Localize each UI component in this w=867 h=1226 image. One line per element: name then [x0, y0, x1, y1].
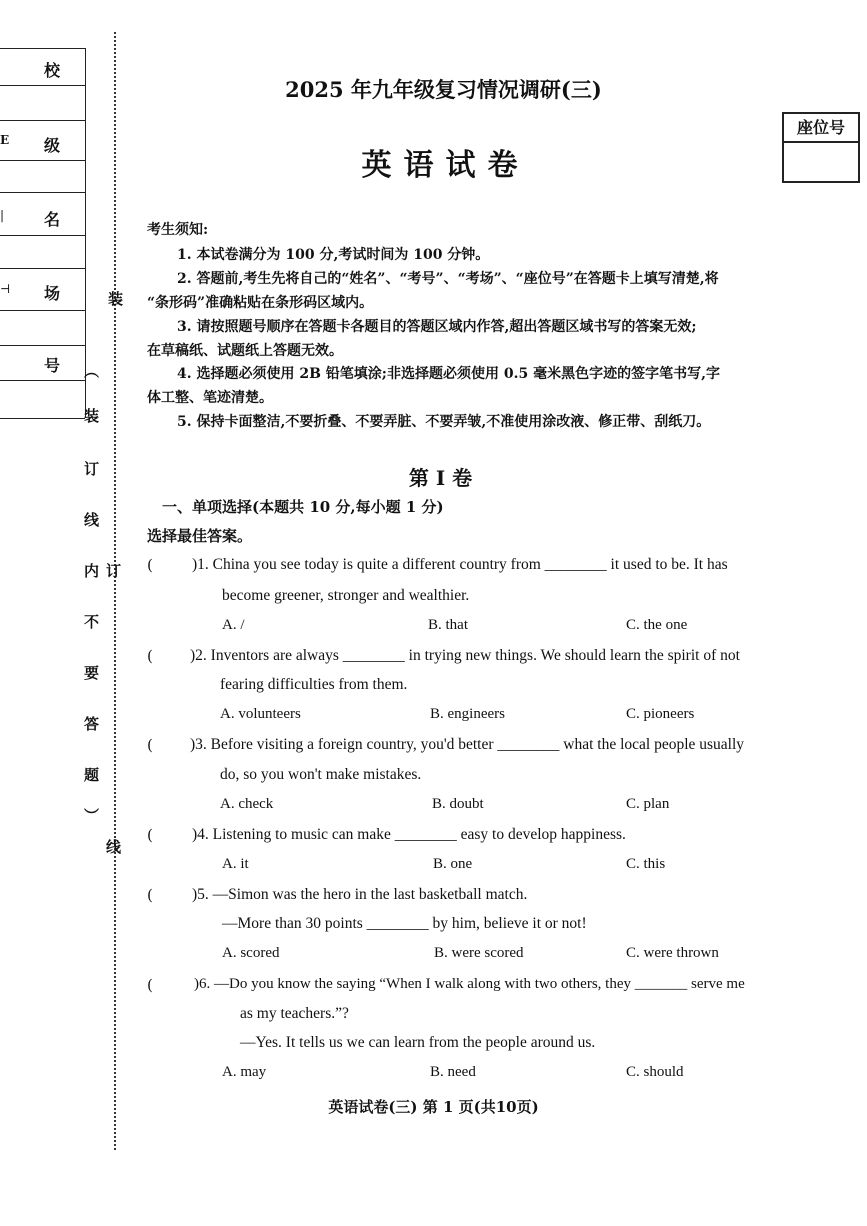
- answer-paren[interactable]: (: [147, 976, 153, 994]
- binding-paren-open: ︵: [84, 362, 100, 380]
- question-stem-cont: become greener, stronger and wealthier.: [222, 587, 470, 604]
- binding-text-bu: 不: [84, 613, 100, 631]
- option-b: B. engineers: [430, 706, 505, 722]
- notice-item-2: 2. 答题前,考生先将自己的“姓名”、“考号”、“考场”、“座位号”在答题卡上填写清楚,将: [177, 271, 719, 287]
- seat-number-label: 座位号: [784, 114, 858, 143]
- number-field-line: [0, 380, 85, 381]
- number-field-label: 号: [44, 356, 61, 375]
- question-stem: )1. China you see today is quite a different country from ________ it used to be. It has: [192, 556, 728, 573]
- option-b: B. one: [433, 856, 473, 872]
- option-c: C. plan: [626, 796, 670, 812]
- option-c: C. this: [626, 856, 666, 872]
- binding-text-zhuang: 装: [108, 290, 124, 308]
- notice-heading: 考生须知:: [147, 222, 209, 238]
- question-stem: )3. Before visiting a foreign country, you'd better ________ what the local people usually: [190, 736, 745, 753]
- binding-text-nei: 内: [84, 562, 100, 580]
- answer-paren[interactable]: (: [147, 556, 153, 574]
- binding-text-zhuang-2: 装: [84, 407, 100, 425]
- binding-cut-line: [114, 32, 116, 1150]
- subject-title: 英语试卷: [361, 148, 530, 183]
- notice-item-3-cont: 在草稿纸、试题纸上答题无效。: [147, 343, 343, 359]
- option-c: C. should: [626, 1064, 684, 1080]
- part-title: 第 I 卷: [408, 466, 473, 490]
- name-field-line: [0, 235, 85, 236]
- binding-text-da: 答: [84, 715, 100, 733]
- option-c: C. pioneers: [626, 706, 695, 722]
- binding-side-xian: 线: [106, 838, 122, 856]
- binding-text-xian: 线: [84, 511, 100, 529]
- question-stem-cont: as my teachers.”?: [240, 1005, 349, 1022]
- exam-title: 2025 年九年级复习情况调研(三): [285, 77, 602, 102]
- section-instruction: 选择最佳答案。: [147, 527, 253, 545]
- class-field-top: [0, 120, 85, 121]
- name-field-label: 名: [44, 210, 61, 229]
- question-stem-cont: fearing difficulties from them.: [220, 676, 408, 693]
- option-b: B. that: [428, 617, 468, 633]
- option-a: A. scored: [222, 945, 280, 961]
- option-b: B. were scored: [434, 945, 524, 961]
- room-field-label: 场: [44, 284, 61, 303]
- answer-paren[interactable]: (: [147, 736, 153, 754]
- binding-text-ding: 订: [84, 460, 100, 478]
- field-bottom-line: [0, 418, 85, 419]
- binding-paren-close: ︶: [84, 807, 100, 825]
- class-field-label: 级: [44, 136, 61, 155]
- question-stem: )2. Inventors are always ________ in trying new things. We should learn the spirit of not: [190, 647, 740, 664]
- number-field-top: [0, 345, 85, 346]
- room-field-line: [0, 310, 85, 311]
- notice-item-3: 3. 请按照题号顺序在答题卡各题目的答题区域内作答,超出答题区域书写的答案无效;: [177, 319, 697, 335]
- room-field-top: [0, 268, 85, 269]
- option-b: B. need: [430, 1064, 476, 1080]
- option-a: A. /: [222, 617, 245, 633]
- option-c: C. were thrown: [626, 945, 719, 961]
- notice-item-4: 4. 选择题必须使用 2B 铅笔填涂;非选择题必须使用 0.5 毫米黑色字迹的签字笔书写,字: [177, 366, 720, 382]
- option-a: A. it: [222, 856, 249, 872]
- section-title: 一、单项选择(本题共 10 分,每小题 1 分): [162, 498, 444, 516]
- question-stem-cont: do, so you won't make mistakes.: [220, 766, 422, 783]
- option-a: A. volunteers: [220, 706, 301, 722]
- option-b: B. doubt: [432, 796, 484, 812]
- answer-paren[interactable]: (: [147, 886, 153, 904]
- option-a: A. may: [222, 1064, 267, 1080]
- field-top-line: [0, 48, 85, 49]
- notice-item-4-cont: 体工整、笔迹清楚。: [147, 390, 273, 406]
- seat-number-box: [782, 112, 860, 183]
- question-stem: )4. Listening to music can make ________ easy to develop happiness.: [192, 826, 626, 843]
- notice-item-2-cont: “条形码”准确粘贴在条形码区域内。: [147, 295, 374, 311]
- question-stem: )6. —Do you know the saying “When I walk along with two others, they _______ serve me: [194, 976, 745, 992]
- notice-item-5: 5. 保持卡面整洁,不要折叠、不要弄脏、不要弄皱,不准使用涂改液、修正带、刮纸刀。: [177, 414, 711, 430]
- binding-text-yao: 要: [84, 664, 100, 682]
- question-stem: )5. —Simon was the hero in the last basketball match.: [192, 886, 528, 903]
- school-field-label: 校: [44, 61, 61, 80]
- name-field-edge: |: [0, 208, 5, 222]
- option-a: A. check: [220, 796, 274, 812]
- notice-item-1: 1. 本试卷满分为 100 分,考试时间为 100 分钟。: [177, 247, 490, 263]
- page-footer: 英语试卷(三) 第 1 页(共10页): [328, 1098, 539, 1116]
- name-field-top: [0, 192, 85, 193]
- answer-paren[interactable]: (: [147, 647, 153, 665]
- answer-paren[interactable]: (: [147, 826, 153, 844]
- binding-side-ding: 订: [106, 562, 122, 580]
- question-stem-reply: —Yes. It tells us we can learn from the people around us.: [240, 1034, 596, 1051]
- question-stem-cont: —More than 30 points ________ by him, believe it or not!: [222, 915, 587, 932]
- binding-text-ti: 题: [84, 766, 100, 784]
- room-field-edge: ⊣: [0, 282, 11, 296]
- option-c: C. the one: [626, 617, 688, 633]
- class-field-edge: E: [0, 133, 10, 147]
